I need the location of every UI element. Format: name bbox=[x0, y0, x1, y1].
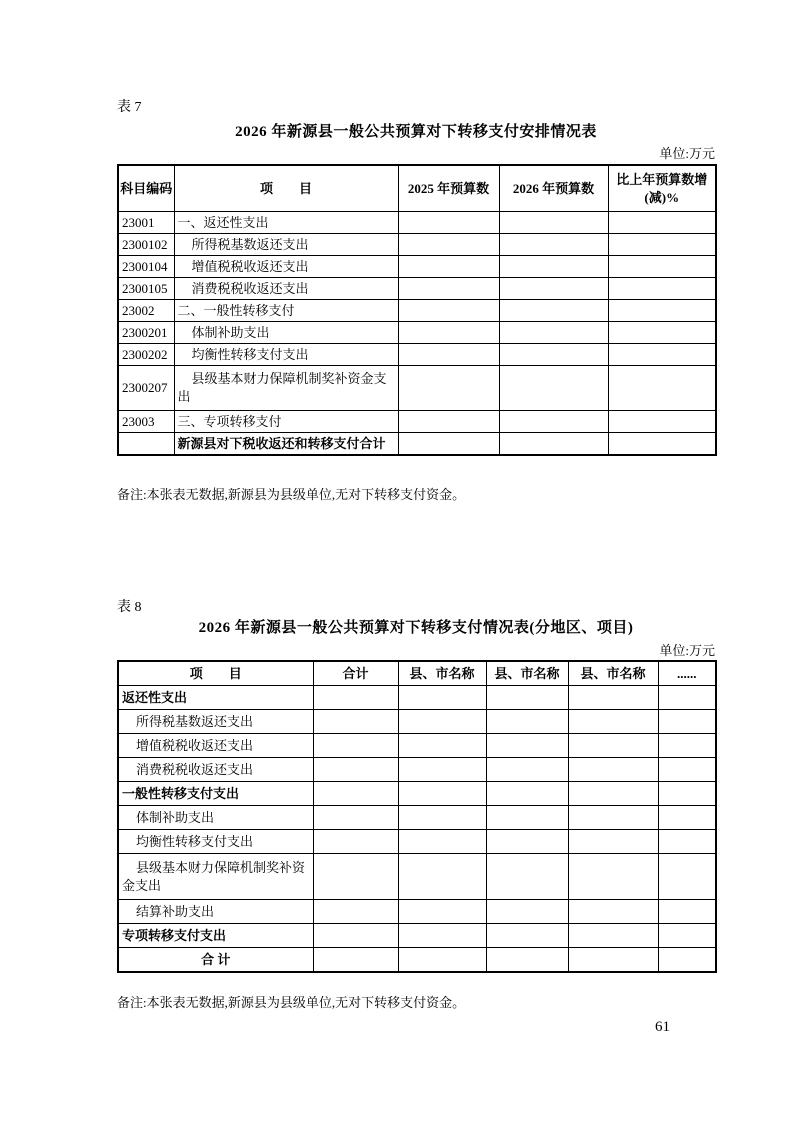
empty-cell bbox=[658, 924, 716, 948]
code-cell: 23001 bbox=[118, 212, 174, 234]
empty-cell bbox=[486, 686, 568, 710]
empty-cell bbox=[486, 734, 568, 758]
empty-cell bbox=[658, 686, 716, 710]
empty-cell bbox=[499, 411, 608, 433]
table-row bbox=[118, 300, 716, 322]
empty-cell bbox=[658, 806, 716, 830]
item-cell: 一般性转移支付支出 bbox=[118, 782, 313, 806]
table-row bbox=[118, 212, 716, 234]
table8-col-county1: 县、市名称 bbox=[398, 661, 486, 686]
empty-cell bbox=[313, 924, 398, 948]
table-row bbox=[118, 278, 716, 300]
table-row bbox=[118, 924, 716, 948]
table7-label: 表 7 bbox=[117, 100, 142, 115]
item-cell: 增值税税收返还支出 bbox=[174, 256, 398, 278]
item-cell: 合 计 bbox=[118, 948, 313, 973]
item-cell: 体制补助支出 bbox=[174, 322, 398, 344]
empty-cell bbox=[486, 854, 568, 900]
table-row bbox=[118, 256, 716, 278]
empty-cell bbox=[658, 948, 716, 973]
table-row bbox=[118, 710, 716, 734]
empty-cell bbox=[608, 344, 716, 366]
empty-cell bbox=[608, 212, 716, 234]
item-cell: 县级基本财力保障机制奖补资金支出 bbox=[174, 366, 398, 411]
item-cell: 所得税基数返还支出 bbox=[118, 710, 313, 734]
empty-cell bbox=[486, 948, 568, 973]
empty-cell bbox=[608, 411, 716, 433]
table8-label: 表 8 bbox=[117, 600, 142, 615]
empty-cell bbox=[486, 924, 568, 948]
empty-cell bbox=[398, 686, 486, 710]
table-row bbox=[118, 900, 716, 924]
empty-cell bbox=[486, 806, 568, 830]
table-row-total bbox=[118, 948, 716, 973]
empty-cell bbox=[658, 830, 716, 854]
empty-cell bbox=[486, 830, 568, 854]
table7-title: 2026 年新源县一般公共预算对下转移支付安排情况表 bbox=[235, 124, 597, 140]
code-cell: 2300202 bbox=[118, 344, 174, 366]
table8-col-county3: 县、市名称 bbox=[568, 661, 658, 686]
table8 bbox=[117, 660, 717, 973]
empty-cell bbox=[486, 900, 568, 924]
empty-cell bbox=[398, 924, 486, 948]
item-cell: 三、专项转移支付 bbox=[174, 411, 398, 433]
empty-cell bbox=[398, 948, 486, 973]
table8-col-more: ...... bbox=[658, 661, 716, 686]
empty-cell bbox=[486, 782, 568, 806]
empty-cell bbox=[398, 710, 486, 734]
empty-cell bbox=[608, 234, 716, 256]
table7-unit: 单位:万元 bbox=[659, 146, 715, 161]
empty-cell bbox=[568, 830, 658, 854]
table8-note: 备注:本张表无数据,新源县为县级单位,无对下转移支付资金。 bbox=[117, 995, 466, 1010]
empty-cell bbox=[658, 782, 716, 806]
table-row bbox=[118, 344, 716, 366]
code-cell bbox=[118, 433, 174, 456]
empty-cell bbox=[398, 782, 486, 806]
empty-cell bbox=[313, 782, 398, 806]
empty-cell bbox=[499, 322, 608, 344]
empty-cell bbox=[568, 710, 658, 734]
item-cell: 结算补助支出 bbox=[118, 900, 313, 924]
item-cell: 均衡性转移支付支出 bbox=[118, 830, 313, 854]
item-cell: 专项转移支付支出 bbox=[118, 924, 313, 948]
empty-cell bbox=[608, 322, 716, 344]
empty-cell bbox=[313, 734, 398, 758]
code-cell: 23002 bbox=[118, 300, 174, 322]
empty-cell bbox=[398, 322, 499, 344]
empty-cell bbox=[313, 854, 398, 900]
empty-cell bbox=[658, 854, 716, 900]
empty-cell bbox=[313, 686, 398, 710]
empty-cell bbox=[313, 948, 398, 973]
code-cell: 2300102 bbox=[118, 234, 174, 256]
table8-col-item: 项 目 bbox=[118, 661, 313, 686]
empty-cell bbox=[313, 830, 398, 854]
code-cell: 2300207 bbox=[118, 366, 174, 411]
empty-cell bbox=[398, 411, 499, 433]
table8-col-total: 合计 bbox=[313, 661, 398, 686]
empty-cell bbox=[313, 710, 398, 734]
table7-col-code: 科目编码 bbox=[118, 165, 174, 212]
empty-cell bbox=[398, 300, 499, 322]
item-cell: 一、返还性支出 bbox=[174, 212, 398, 234]
empty-cell bbox=[658, 710, 716, 734]
table8-header-row bbox=[118, 661, 716, 686]
item-cell: 新源县对下税收返还和转移支付合计 bbox=[174, 433, 398, 456]
empty-cell bbox=[608, 433, 716, 456]
table-row bbox=[118, 758, 716, 782]
empty-cell bbox=[658, 758, 716, 782]
table8-unit: 单位:万元 bbox=[659, 643, 715, 658]
empty-cell bbox=[313, 758, 398, 782]
table-row-total bbox=[118, 433, 716, 456]
table-row bbox=[118, 411, 716, 433]
empty-cell bbox=[499, 212, 608, 234]
empty-cell bbox=[568, 782, 658, 806]
table7-col-2026: 2026 年预算数 bbox=[499, 165, 608, 212]
empty-cell bbox=[499, 344, 608, 366]
empty-cell bbox=[398, 900, 486, 924]
empty-cell bbox=[486, 710, 568, 734]
empty-cell bbox=[398, 433, 499, 456]
empty-cell bbox=[313, 900, 398, 924]
empty-cell bbox=[398, 234, 499, 256]
code-cell: 2300105 bbox=[118, 278, 174, 300]
item-cell: 消费税税收返还支出 bbox=[174, 278, 398, 300]
empty-cell bbox=[658, 734, 716, 758]
empty-cell bbox=[398, 854, 486, 900]
empty-cell bbox=[568, 948, 658, 973]
empty-cell bbox=[568, 900, 658, 924]
empty-cell bbox=[499, 433, 608, 456]
table7-note: 备注:本张表无数据,新源县为县级单位,无对下转移支付资金。 bbox=[117, 487, 466, 502]
table-row bbox=[118, 366, 716, 411]
page-number: 61 bbox=[655, 1019, 670, 1035]
empty-cell bbox=[398, 830, 486, 854]
code-cell: 2300104 bbox=[118, 256, 174, 278]
empty-cell bbox=[608, 278, 716, 300]
table7-header-row bbox=[118, 165, 716, 212]
table-row bbox=[118, 830, 716, 854]
table-row bbox=[118, 686, 716, 710]
item-cell: 所得税基数返还支出 bbox=[174, 234, 398, 256]
empty-cell bbox=[608, 256, 716, 278]
table7-col-change: 比上年预算数增(减)% bbox=[608, 165, 716, 212]
code-cell: 2300201 bbox=[118, 322, 174, 344]
item-cell: 消费税税收返还支出 bbox=[118, 758, 313, 782]
empty-cell bbox=[398, 256, 499, 278]
item-cell: 增值税税收返还支出 bbox=[118, 734, 313, 758]
table-row bbox=[118, 734, 716, 758]
item-cell: 返还性支出 bbox=[118, 686, 313, 710]
empty-cell bbox=[568, 854, 658, 900]
empty-cell bbox=[398, 758, 486, 782]
item-cell: 县级基本财力保障机制奖补资金支出 bbox=[118, 854, 313, 900]
empty-cell bbox=[568, 686, 658, 710]
code-cell: 23003 bbox=[118, 411, 174, 433]
empty-cell bbox=[568, 806, 658, 830]
empty-cell bbox=[398, 366, 499, 411]
empty-cell bbox=[486, 758, 568, 782]
empty-cell bbox=[568, 924, 658, 948]
table-row bbox=[118, 806, 716, 830]
empty-cell bbox=[608, 366, 716, 411]
empty-cell bbox=[499, 256, 608, 278]
table-row bbox=[118, 782, 716, 806]
table7-col-2025: 2025 年预算数 bbox=[398, 165, 499, 212]
empty-cell bbox=[398, 212, 499, 234]
table-row bbox=[118, 234, 716, 256]
empty-cell bbox=[658, 900, 716, 924]
table7-col-item: 项 目 bbox=[174, 165, 398, 212]
empty-cell bbox=[568, 734, 658, 758]
item-cell: 体制补助支出 bbox=[118, 806, 313, 830]
item-cell: 均衡性转移支付支出 bbox=[174, 344, 398, 366]
empty-cell bbox=[568, 758, 658, 782]
empty-cell bbox=[499, 278, 608, 300]
item-cell: 二、一般性转移支付 bbox=[174, 300, 398, 322]
table8-title: 2026 年新源县一般公共预算对下转移支付情况表(分地区、项目) bbox=[198, 620, 634, 636]
empty-cell bbox=[608, 300, 716, 322]
empty-cell bbox=[398, 806, 486, 830]
table-row bbox=[118, 322, 716, 344]
empty-cell bbox=[313, 806, 398, 830]
table-row bbox=[118, 854, 716, 900]
empty-cell bbox=[499, 300, 608, 322]
empty-cell bbox=[398, 344, 499, 366]
empty-cell bbox=[499, 366, 608, 411]
empty-cell bbox=[499, 234, 608, 256]
table8-col-county2: 县、市名称 bbox=[486, 661, 568, 686]
empty-cell bbox=[398, 734, 486, 758]
empty-cell bbox=[398, 278, 499, 300]
table7 bbox=[117, 164, 717, 456]
